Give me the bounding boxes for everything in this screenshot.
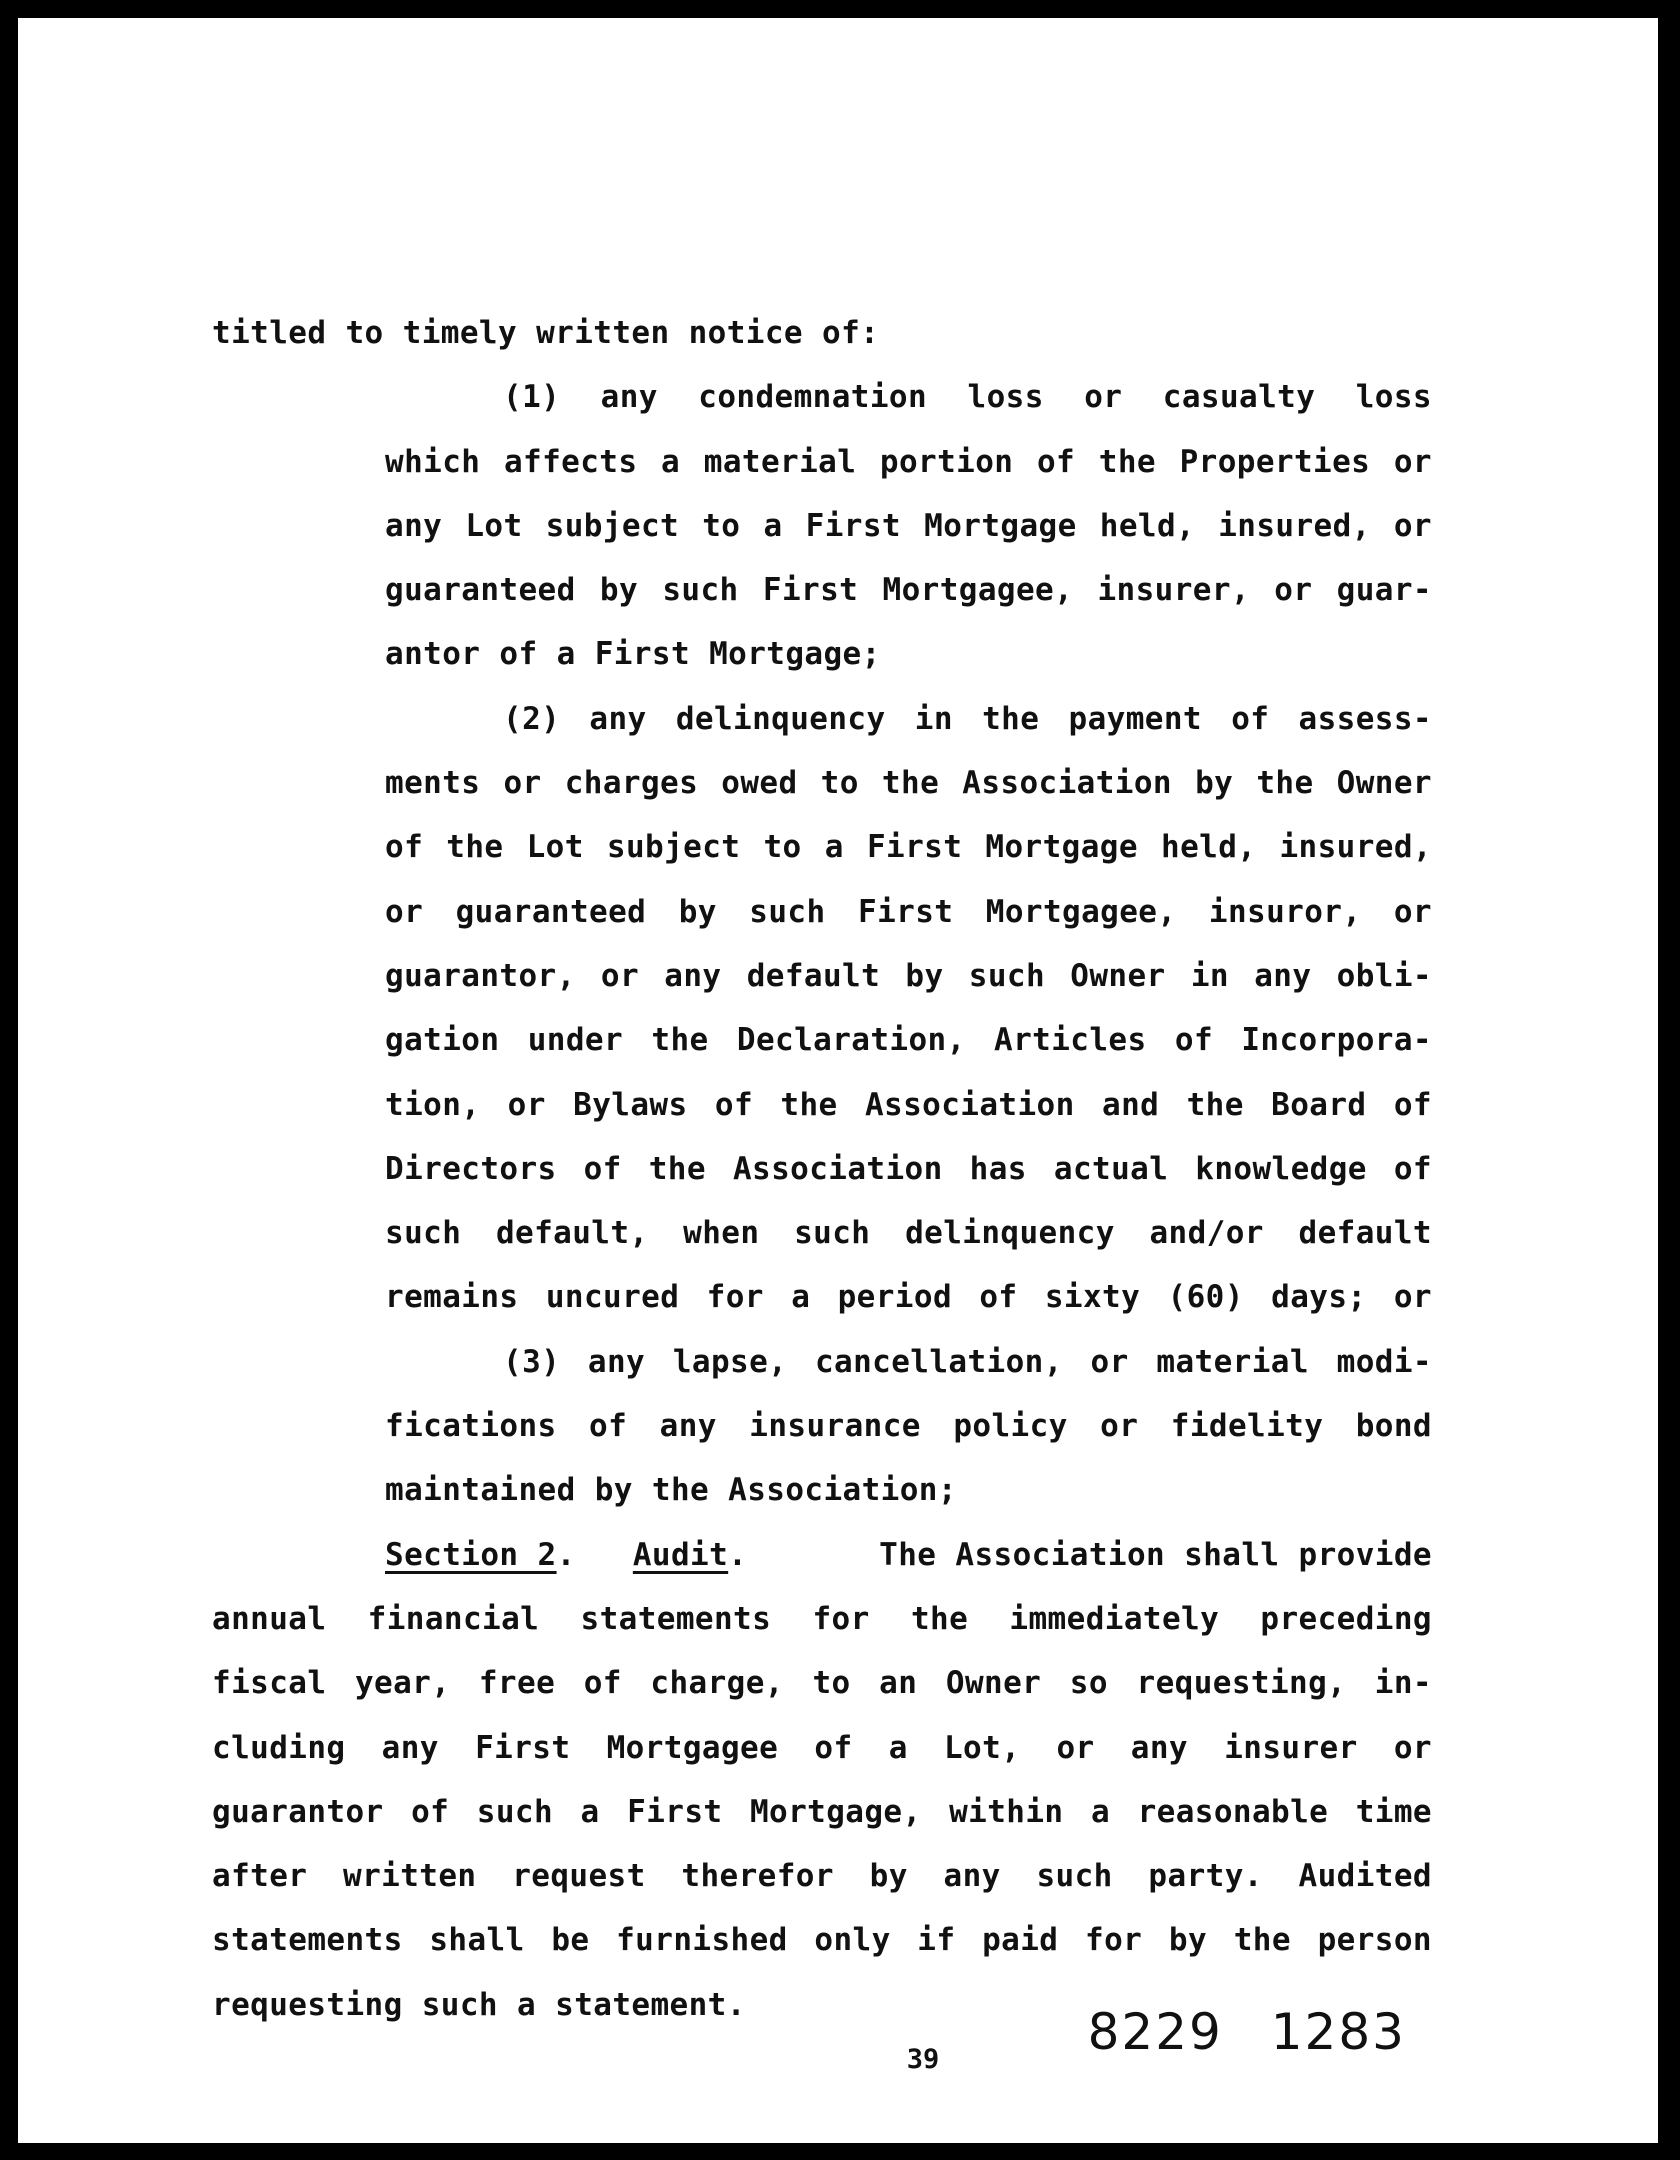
text-line: fications of any insurance policy or fidelity bond — [385, 1408, 1432, 1445]
document-body — [212, 301, 1432, 2037]
text-line: any Lot subject to a First Mortgage held, insured, or — [385, 507, 1432, 544]
text-line: guarantor of such a First Mortgage, within a reasonable time — [212, 1793, 1432, 1830]
text-line: requesting such a statement. — [212, 1986, 746, 2023]
text-line: annual financial statements for the immediately preceding — [212, 1600, 1432, 1637]
text-line: (2) any delinquency in the payment of assess- — [503, 700, 1432, 737]
text-line: gation under the Declaration, Articles of Incorpora- — [385, 1022, 1432, 1059]
page-number: 39 — [906, 2044, 940, 2075]
text-line: Directors of the Association has actual knowledge of — [385, 1150, 1432, 1187]
text-line: which affects a material portion of the Properties or — [385, 443, 1432, 480]
text-line: guarantor, or any default by such Owner in any obli- — [385, 957, 1432, 994]
section-heading-line — [212, 1523, 1432, 1587]
text-line: such default, when such delinquency and/or default — [385, 1215, 1432, 1252]
document-code: 8229 1283 — [1087, 2003, 1406, 2061]
text-line: after written request therefor by any such party. Audited — [212, 1858, 1432, 1895]
text-line: (3) any lapse, cancellation, or material modi- — [503, 1343, 1432, 1380]
section-first-line-text: The Association shall provide — [879, 1536, 1432, 1573]
text-line: maintained by the Association; — [385, 1472, 957, 1509]
section-heading: Section 2. Audit. — [385, 1536, 748, 1573]
text-line: fiscal year, free of charge, to an Owner so requesting, in- — [212, 1665, 1432, 1702]
text-line: titled to timely written notice of: — [212, 315, 880, 351]
text-line: or guaranteed by such First Mortgagee, insuror, or — [385, 893, 1432, 930]
text-line: remains uncured for a period of sixty (60) days; or — [385, 1279, 1432, 1316]
section-label: Section 2 — [385, 1536, 557, 1573]
text-line: ments or charges owed to the Association by the Owner — [385, 765, 1432, 802]
section-title: Audit — [632, 1536, 729, 1573]
text-line: cluding any First Mortgagee of a Lot, or any insurer or — [212, 1729, 1432, 1766]
text-line: tion, or Bylaws of the Association and the Board of — [385, 1086, 1432, 1123]
text-line: (1) any condemnation loss or casualty loss — [503, 379, 1432, 416]
document-page — [18, 18, 1658, 2143]
text-line: antor of a First Mortgage; — [385, 636, 881, 673]
text-line: guaranteed by such First Mortgagee, insurer, or guar- — [385, 572, 1432, 609]
text-line: statements shall be furnished only if paid for by the person — [212, 1922, 1432, 1959]
text-line: of the Lot subject to a First Mortgage held, insured, — [385, 829, 1432, 866]
